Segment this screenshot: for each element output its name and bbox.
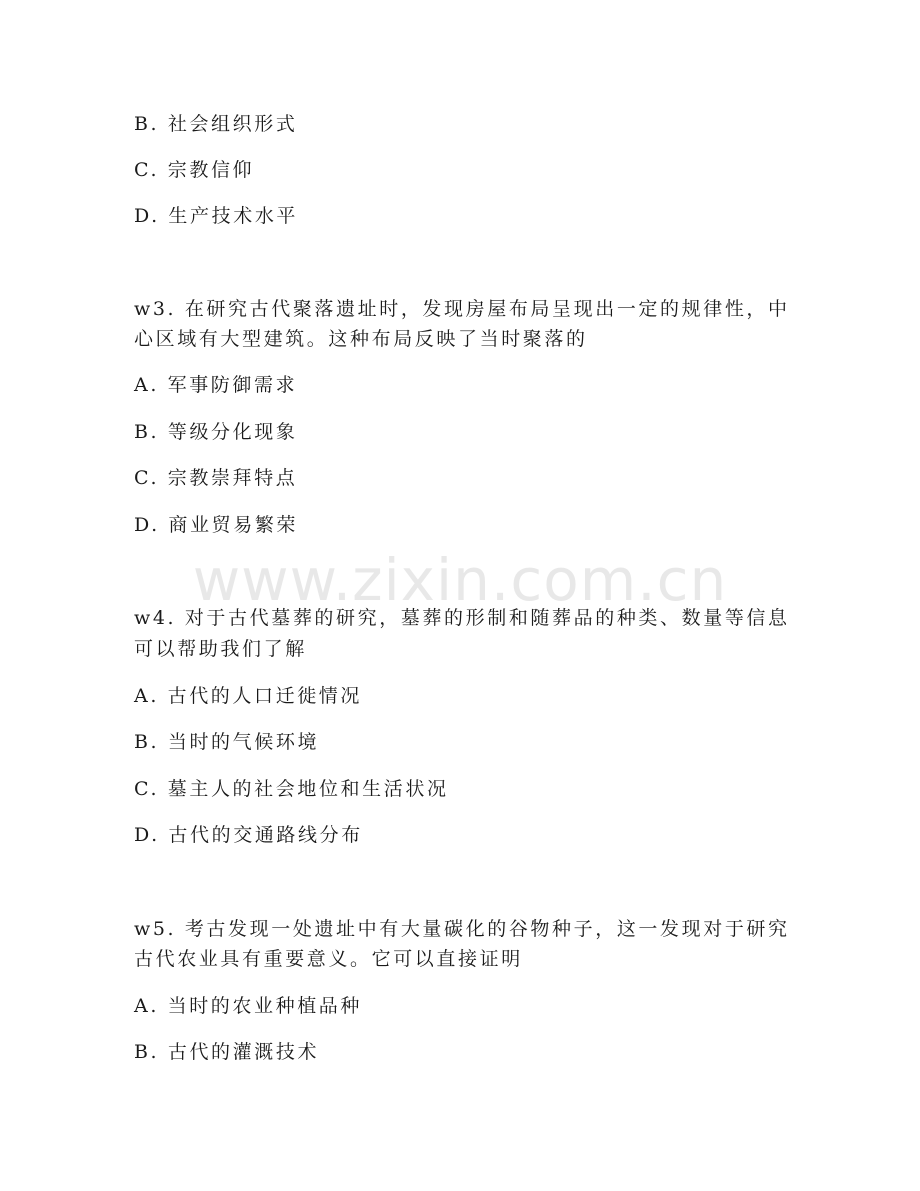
q4-question-line-1: w4. 对于古代墓葬的研究，墓葬的形制和随葬品的种类、数量等信息 bbox=[134, 607, 790, 629]
q4-question-line-2: 可以帮助我们了解 bbox=[134, 638, 307, 660]
q3-option-c: C. 宗教崇拜特点 bbox=[134, 467, 298, 489]
q2-option-b: B. 社会组织形式 bbox=[134, 113, 298, 135]
q5-option-a: A. 当时的农业种植品种 bbox=[134, 995, 363, 1017]
q5-option-b: B. 古代的灌溉技术 bbox=[134, 1041, 320, 1063]
q4-option-c: C. 墓主人的社会地位和生活状况 bbox=[134, 778, 449, 800]
q4-option-d: D. 古代的交通路线分布 bbox=[134, 824, 363, 846]
watermark-text: www.zixin.com.cn bbox=[192, 546, 728, 614]
q5-question-line-2: 古代农业具有重要意义。它可以直接证明 bbox=[134, 948, 523, 970]
q3-option-b: B. 等级分化现象 bbox=[134, 421, 298, 443]
q4-option-a: A. 古代的人口迁徙情况 bbox=[134, 685, 363, 707]
q2-option-d: D. 生产技术水平 bbox=[134, 205, 299, 227]
q3-question-line-2: 心区域有大型建筑。这种布局反映了当时聚落的 bbox=[134, 328, 588, 350]
q4-option-b: B. 当时的气候环境 bbox=[134, 731, 320, 753]
q3-question-line-1: w3. 在研究古代聚落遗址时，发现房屋布局呈现出一定的规律性，中 bbox=[134, 298, 790, 320]
q2-option-c: C. 宗教信仰 bbox=[134, 159, 255, 181]
q5-question-line-1: w5. 考古发现一处遗址中有大量碳化的谷物种子，这一发现对于研究 bbox=[134, 918, 790, 940]
q3-option-d: D. 商业贸易繁荣 bbox=[134, 514, 299, 536]
q3-option-a: A. 军事防御需求 bbox=[134, 374, 298, 396]
